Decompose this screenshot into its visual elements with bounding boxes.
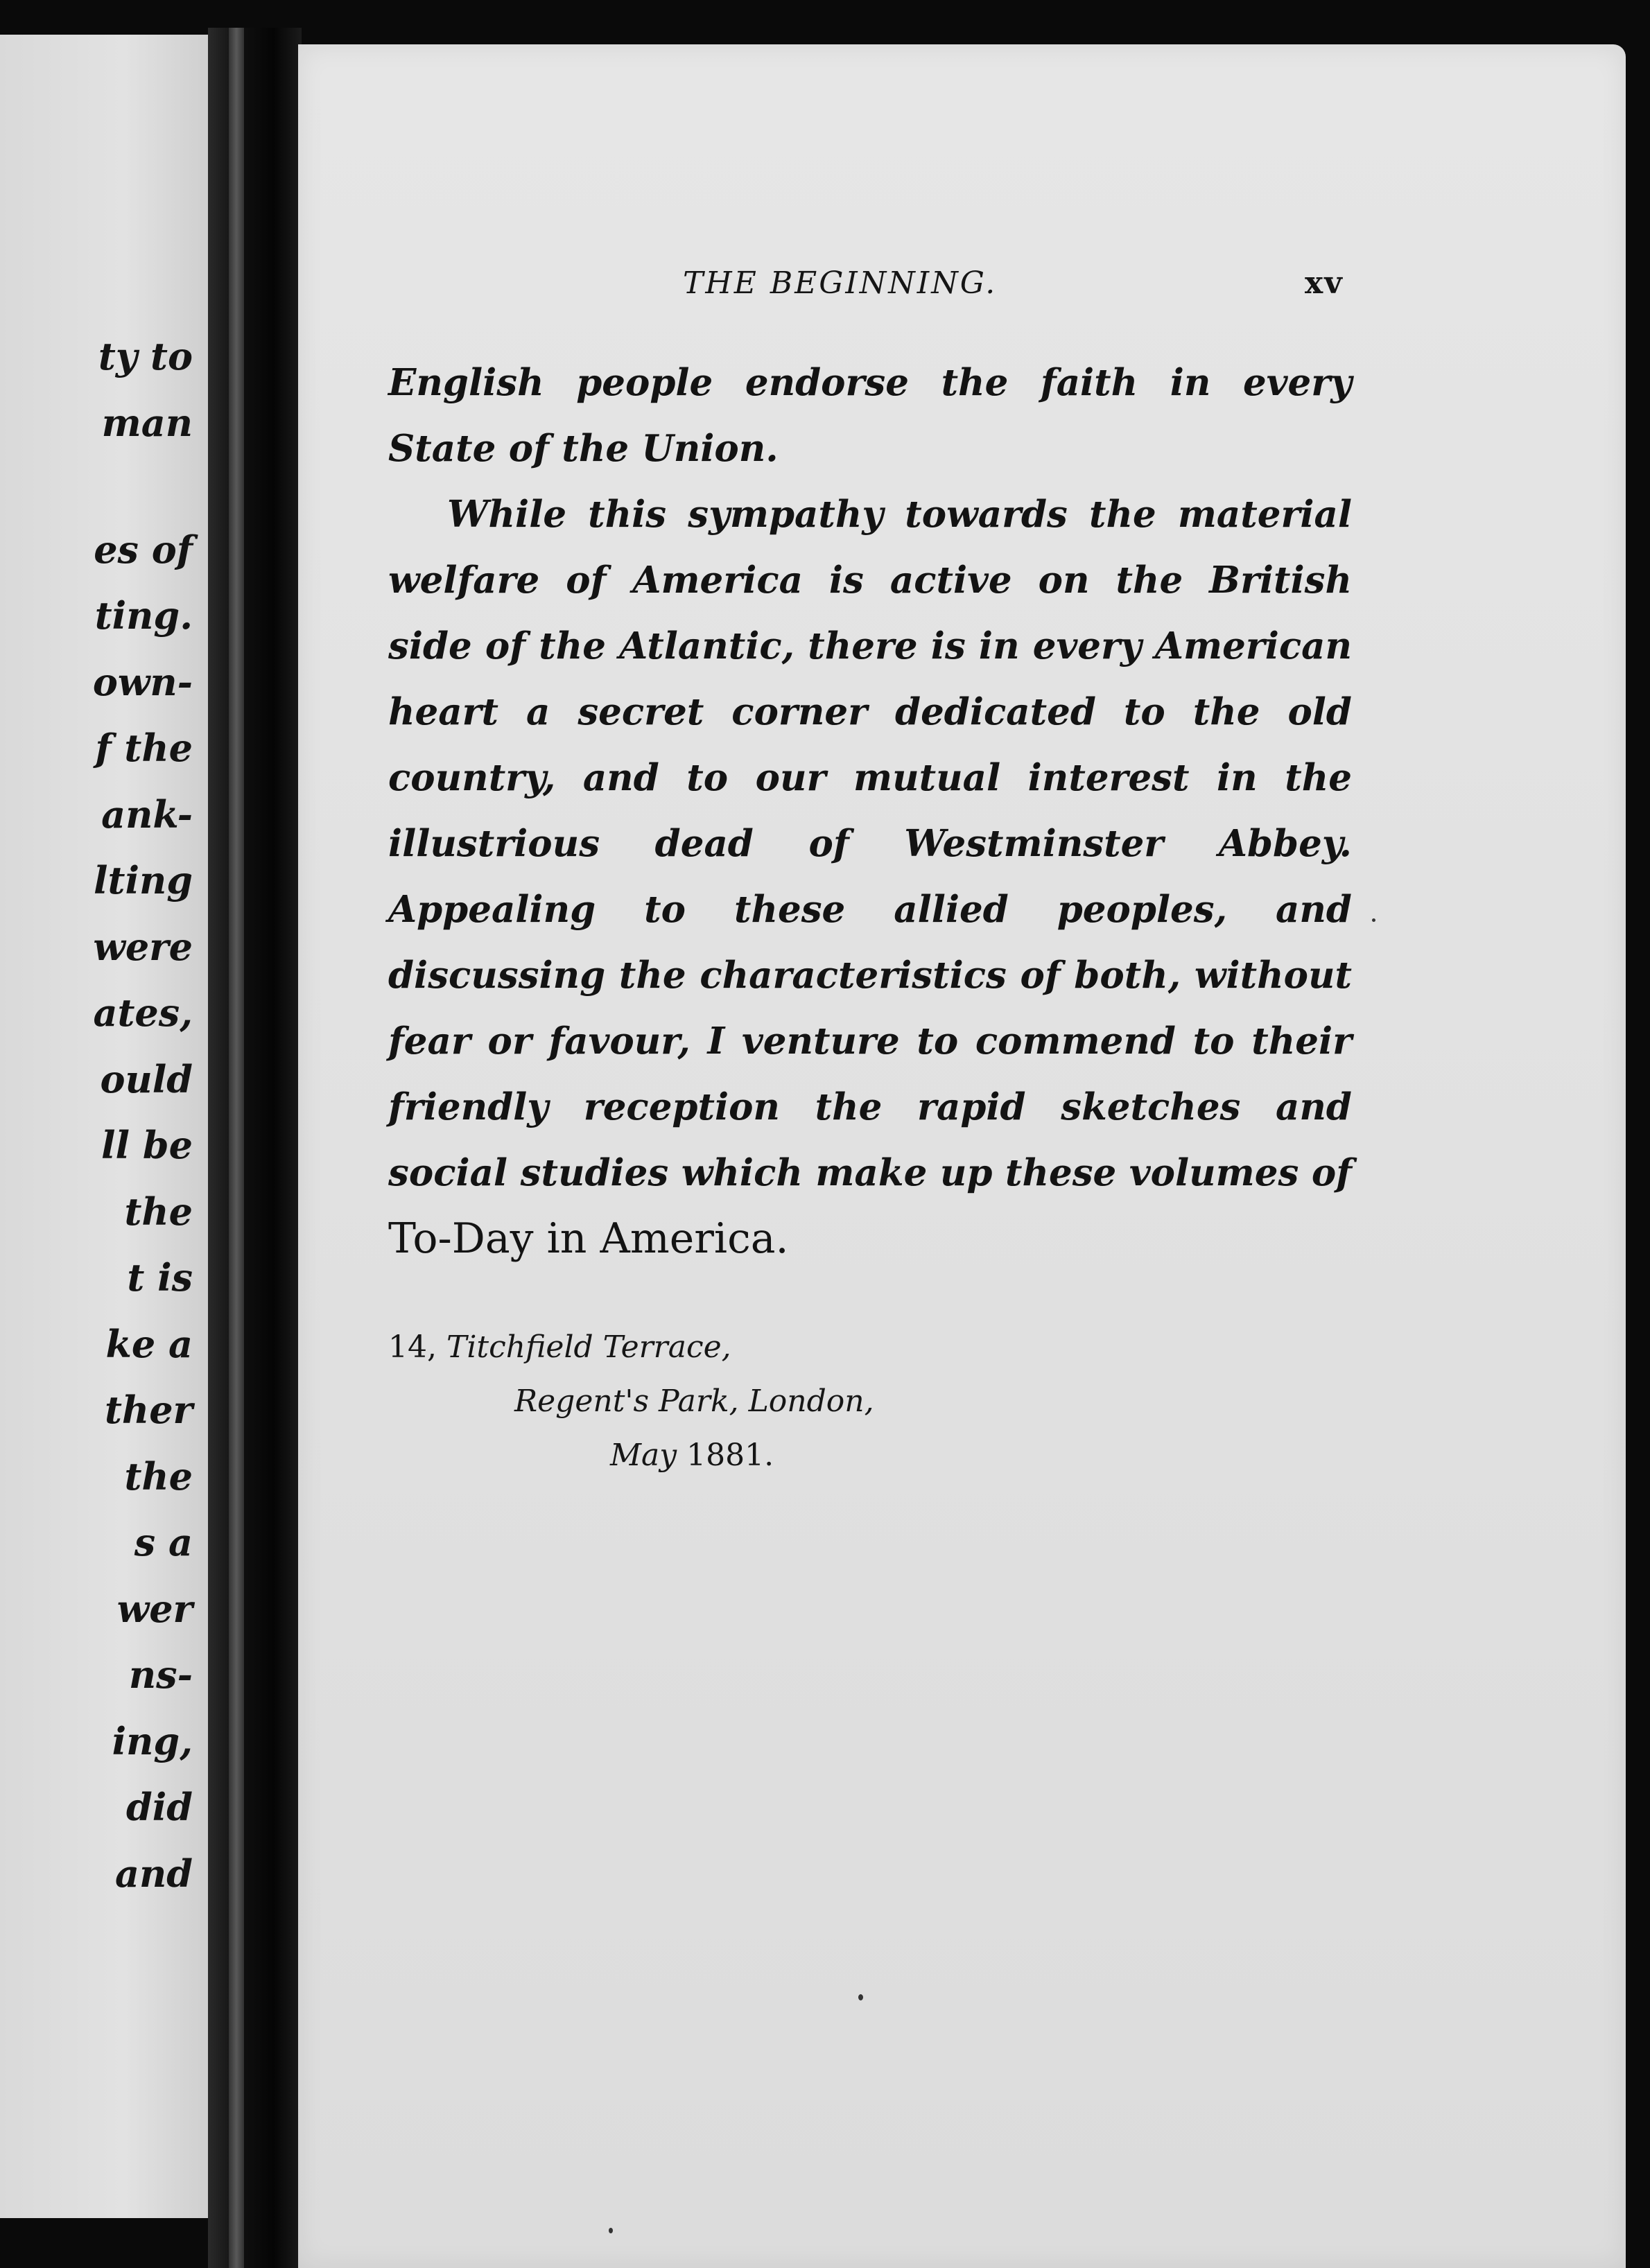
scan-speck <box>1372 918 1375 922</box>
gutter-highlight <box>229 28 244 2268</box>
left-page-line-fragment: wer <box>116 1586 193 1631</box>
left-page-line-fragment: ank- <box>101 792 193 837</box>
left-facing-page <box>0 35 208 2218</box>
signature-city-line <box>514 1384 874 1419</box>
left-page-line-fragment: t is <box>127 1255 193 1300</box>
left-page-line-fragment: ting. <box>94 593 193 638</box>
page-number: xv <box>1305 265 1344 301</box>
book-gutter <box>208 28 302 2268</box>
left-page-line-fragment: ould <box>100 1056 193 1101</box>
address-number: 14, <box>388 1329 437 1365</box>
left-page-line-fragment: s a <box>134 1520 193 1565</box>
signature-date-line <box>610 1438 774 1473</box>
left-page-line-fragment: and <box>114 1851 193 1896</box>
left-page-line-fragment: f the <box>95 726 193 771</box>
left-page-line-fragment: lting <box>94 858 193 903</box>
paragraph-text: While this sympathy towards the material welfare of America is active on the British side of the Atlantic, there is in every American heart a secret corner dedicated to the old country, and to our mutual interest in the illustrious dead of Westminster Abbey. Appealing to these allied peoples, and discussing the characteristics of both, without fear or favour, I venture to commend to their friendly reception the rapid sketches and social studies which make up these volumes of <box>388 493 1352 1194</box>
signature-address-line <box>388 1329 731 1365</box>
left-page-line-fragment: the <box>124 1189 193 1234</box>
left-page-line-fragment: man <box>101 400 193 445</box>
left-page-line-fragment: es of <box>94 527 193 572</box>
scan-speck <box>858 1994 863 2000</box>
left-page-line-fragment: ke a <box>105 1321 193 1366</box>
body-text <box>388 350 1352 1273</box>
book-title: To-Day in America. <box>388 1214 789 1263</box>
left-page-line-fragment: did <box>125 1785 193 1830</box>
date-year: 1881. <box>686 1438 774 1473</box>
left-page-line-fragment: ates, <box>93 991 193 1036</box>
left-page-line-fragment: ll be <box>101 1123 193 1168</box>
left-page-line-fragment: ns- <box>128 1652 193 1698</box>
left-page-line-fragment: the <box>124 1454 193 1499</box>
paragraph: English people endorse the faith in every State of the Union. <box>388 361 1352 470</box>
address-city: Regent's Park, London, <box>514 1384 874 1419</box>
address-street: Titchfield Terrace, <box>446 1329 731 1365</box>
left-page-line-fragment: own- <box>92 659 193 704</box>
left-page-line-fragment: were <box>93 924 193 969</box>
date-month: May <box>610 1438 677 1473</box>
left-page-line-fragment: ing, <box>112 1718 193 1763</box>
left-page-line-fragment: ther <box>104 1388 193 1433</box>
scan-speck <box>609 2228 613 2233</box>
left-page-line-fragment: ty to <box>98 334 193 378</box>
paragraph <box>388 482 1352 1273</box>
running-title: THE BEGINNING. <box>683 265 998 301</box>
